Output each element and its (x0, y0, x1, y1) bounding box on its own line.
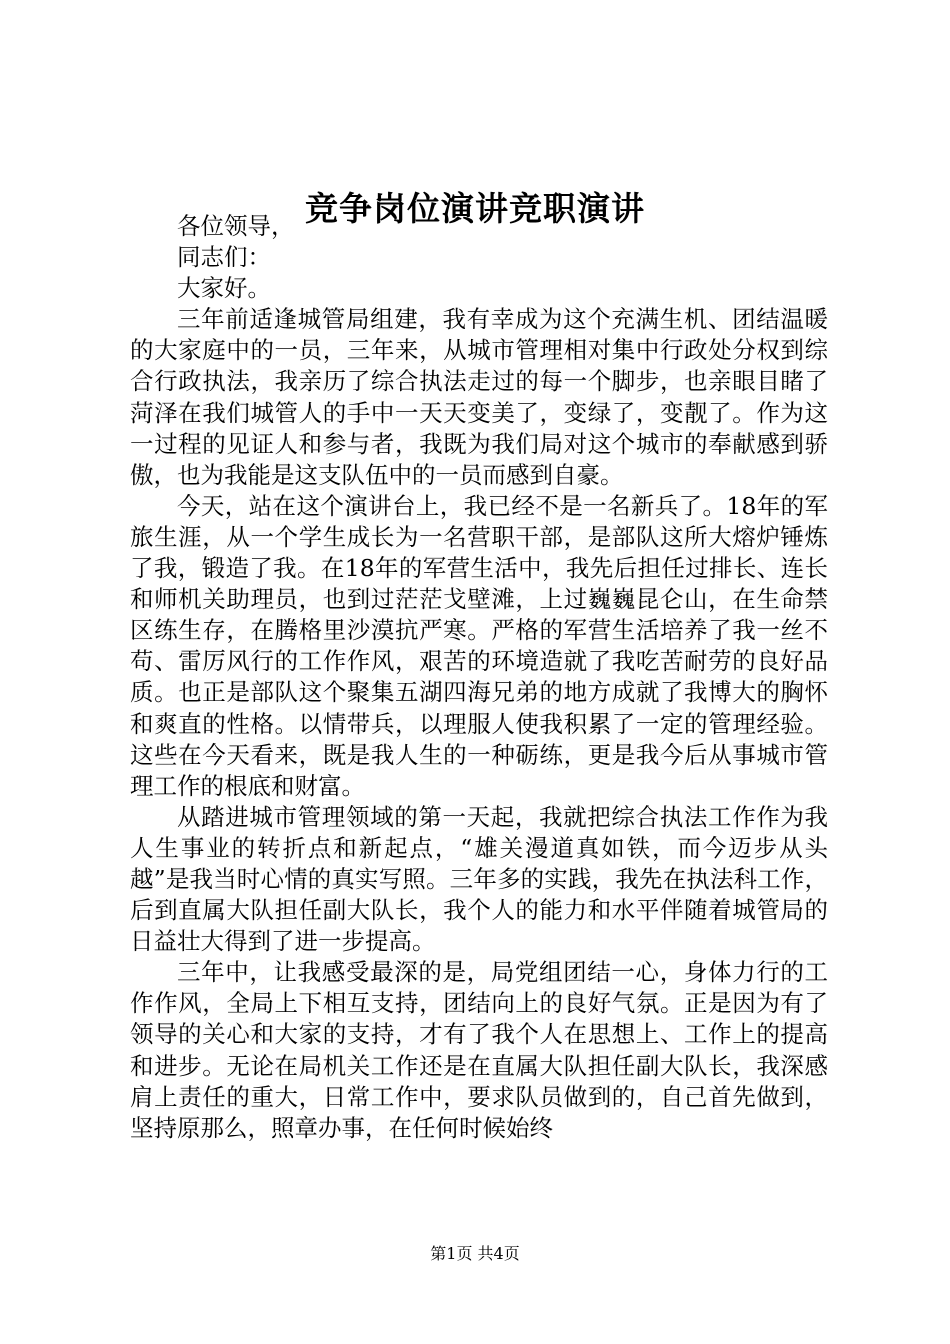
paragraph: 三年前适逢城管局组建，我有幸成为这个充满生机、团结温暖的大家庭中的一员，三年来，从城市管理相对集中行政处分权到综合行政执法，我亲历了综合执法走过的每一个脚步，也亲眼目睹了菏泽在我们城管人的手中一天天变美了，变绿了，变靓了。作为这一过程的见证人和参与者，我既为我们局对这个城市的奉献感到骄傲，也为我能是这支队伍中的一员而感到自豪。 (130, 305, 828, 489)
paragraph: 大家好。 (177, 274, 271, 303)
paragraph: 今天，站在这个演讲台上，我已经不是一名新兵了。18年的军旅生涯，从一个学生成长为一名营职干部，是部队这所大熔炉锤炼了我，锻造了我。在18年的军营生活中，我先后担任过排长、连长和师机关助理员，也到过茫茫戈壁滩，上过巍巍昆仑山，在生命禁区练生存，在腾格里沙漠抗严寒。严格的军营生活培养了我一丝不苟、雷厉风行的工作作风，艰苦的环境造就了我吃苦耐劳的良好品质。也正是部队这个聚集五湖四海兄弟的地方成就了我博大的胸怀和爽直的性格。以情带兵，以理服人使我积累了一定的管理经验。这些在今天看来，既是我人生的一种砺练，更是我今后从事城市管理工作的根底和财富。 (130, 491, 828, 800)
paragraph: 各位领导， (177, 212, 295, 240)
page-footer: 第1页 共4页 (430, 1244, 520, 1263)
paragraph: 从踏进城市管理领域的第一天起，我就把综合执法工作作为我人生事业的转折点和新起点，“雄关漫道真如铁，而今迈步从头越”是我当时心情的真实写照。三年多的实践，我先在执法科工作，后到直属大队担任副大队长，我个人的能力和水平伴随着城管局的日益壮大得到了进一步提高。 (130, 802, 828, 956)
document-body (130, 211, 828, 1144)
paragraph: 三年中，让我感受最深的是，局党组团结一心，身体力行的工作作风，全局上下相互支持，团结向上的良好气氛。正是因为有了领导的关心和大家的支持，才有了我个人在思想上、工作上的提高和进步。无论在局机关工作还是在直属大队担任副大队长，我深感肩上责任的重大，日常工作中，要求队员做到的，自己首先做到，坚持原那么，照章办事，在任何时候始终 (130, 958, 828, 1142)
paragraph: 同志们： (177, 243, 271, 272)
page-title: 竞争岗位演讲竞职演讲 (305, 189, 645, 228)
